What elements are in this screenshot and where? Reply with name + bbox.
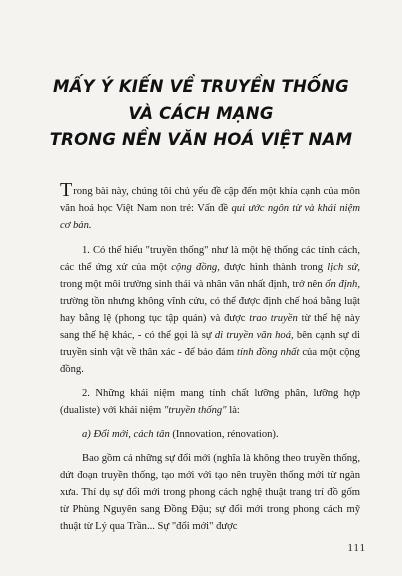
- paragraph-3: Bao gồm cả những sự đổi mới (nghĩa là không theo truyền thống, dứt đoạn truyền thống, tạo mới với tạo nên truyền thống mới từ ngàn xưa. Thí dụ sự đổi mới trong phong cách nghệ thuật trang trí đồ gốm từ Phùng Nguyên sang Đồng Đậu; sự đổi mới trong phong cách mỹ thuật từ Lý qua Trần... Sự "đổi mới" được: [60, 453, 360, 532]
- paragraph-1: 1. Có thể hiểu "truyền thống" như là một hệ thống các tính cách, các thể ứng xử của một cộng đồng, được hình thành trong lịch sử, trong một môi trường sinh thái và nhân văn nhất định, trở nên ổn định, trường tồn nhưng không vĩnh cửu, có thể được định chế hoá bằng luật hay bằng lệ (phong tục tập quán) và được trao truyền từ thế hệ này sang thế hệ khác, - có thể gọi là sự di truyền văn hoá, bên cạnh sự di truyền sinh vật về thân xác - để bảo đảm tính đồng nhất của một cộng đồng.: [60, 245, 361, 375]
- drop-cap: T: [60, 179, 73, 201]
- chapter-title: [40, 74, 362, 154]
- body-text: [60, 179, 361, 535]
- title-line-1: MẤY Ý KIẾN VỀ TRUYỀN THỐNG: [53, 77, 349, 96]
- title-line-3: TRONG NỀN VĂN HOÁ VIỆT NAM: [49, 130, 353, 149]
- intro-paragraph: Trong bài này, chúng tôi chủ yếu đề cập đến một khía cạnh của môn văn hoá học Việt Nam non trẻ: Vấn đề qui ước ngôn từ và khái niệm cơ bản.: [60, 179, 360, 231]
- subheading-a: a) Đổi mới, cách tân (Innovation, rénovation).: [82, 429, 279, 440]
- title-line-2: VÀ CÁCH MẠNG: [128, 103, 274, 123]
- paragraph-2: 2. Những khái niệm mang tính chất lưỡng phân, lưỡng hợp (dualiste) với khái niệm "truyền thống" là:: [60, 388, 360, 416]
- page-number: 111: [347, 542, 366, 554]
- subheading-a-label: a) Đổi mới, cách tân: [82, 429, 170, 440]
